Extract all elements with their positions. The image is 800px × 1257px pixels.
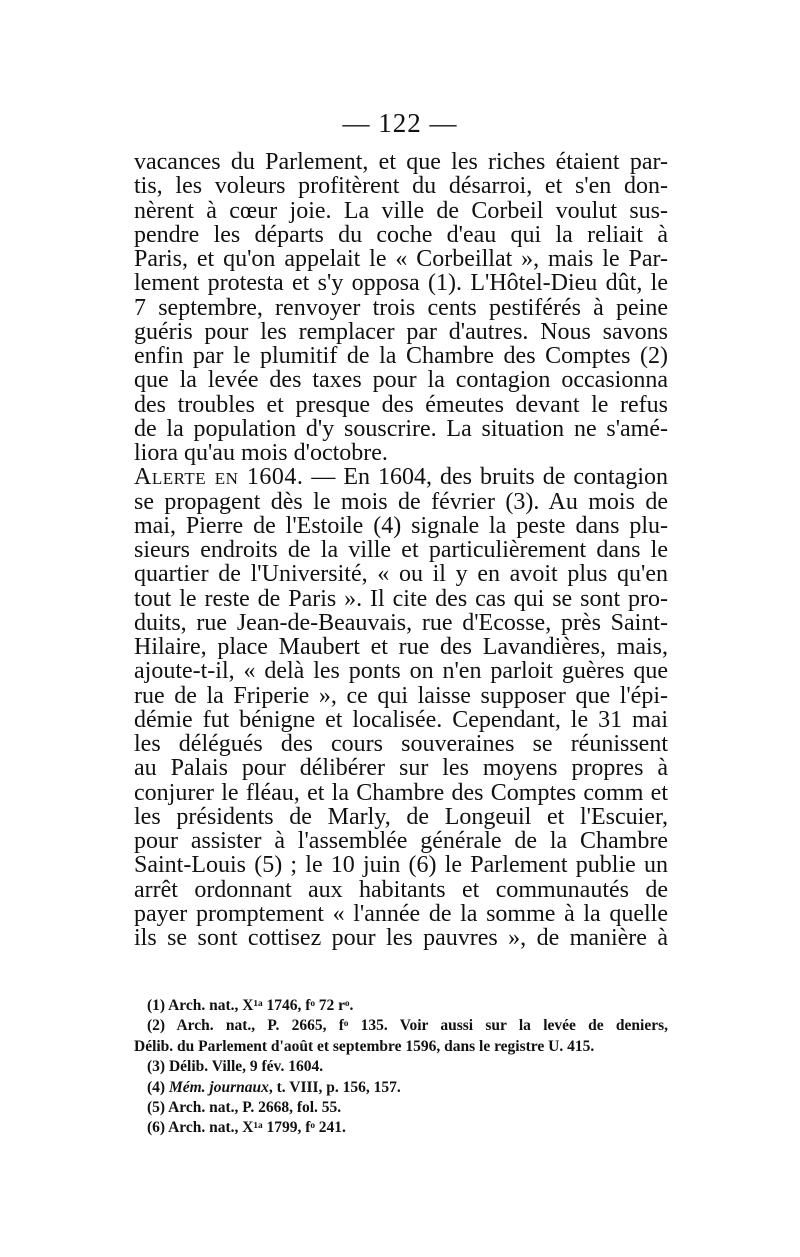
text-line: tout le reste de Paris ». Il cite des cas qui se sont pro-	[134, 585, 668, 612]
text-line-rest: — En 1604, des bruits de contagion	[303, 464, 668, 491]
body-text	[134, 150, 668, 950]
text-line: duits, rue Jean-de-Beauvais, rue d'Ecosse, près Saint-	[134, 609, 668, 636]
text-line: guéris pour les remplacer par d'autres. Nous savons	[134, 318, 668, 345]
text-line: se propagent dès le mois de février (3). Au mois de	[134, 488, 668, 515]
text-line: les délégués des cours souveraines se réunissent	[134, 731, 668, 757]
text-line: que la levée des taxes pour la contagion occasionna	[134, 367, 668, 394]
text-line: rue de la Friperie », ce qui laisse supposer que l'épi-	[134, 682, 668, 709]
text-line: tis, les voleurs profitèrent du désarroi, et s'en don-	[134, 173, 668, 200]
text-line: conjurer le fléau, et la Chambre des Comptes comm et	[134, 779, 668, 806]
text-line: pour assister à l'assemblée générale de la Chambre	[134, 828, 668, 854]
text-line: les présidents de Marly, de Longeuil et l'Escuier,	[134, 803, 668, 830]
footnote: (3) Délib. Ville, 9 fév. 1604.	[147, 1058, 324, 1076]
text-line: Hilaire, place Maubert et rue des Lavandières, mais,	[134, 634, 668, 660]
text-line: payer promptement « l'année de la somme à la quelle	[134, 900, 668, 927]
footnote: (2) Arch. nat., P. 2665, fᵒ 135. Voir aussi sur la levée de deniers,	[147, 1017, 668, 1035]
footnote: (1) Arch. nat., X¹ᵃ 1746, fᵒ 72 rᵒ.	[147, 997, 354, 1014]
text-line: démie fut bénigne et localisée. Cependant, le 31 mai	[134, 706, 668, 733]
text-line: au Palais pour délibérer sur les moyens propres à	[134, 755, 668, 782]
footnote: (6) Arch. nat., X¹ᵃ 1799, fᵒ 241.	[147, 1119, 346, 1137]
text-line: mai, Pierre de l'Estoile (4) signale la peste dans plu-	[134, 512, 668, 539]
text-line: de la population d'y souscrire. La situation ne s'amé-	[134, 415, 668, 442]
section-heading: Alerte en 1604.	[134, 464, 304, 491]
text-line: Paris, et qu'on appelait le « Corbeillat », mais le Par-	[134, 246, 668, 272]
text-line: pendre les départs du coche d'eau qui la reliait à	[134, 221, 668, 248]
text-line: arrêt ordonnant aux habitants et communautés de	[134, 876, 668, 903]
text-line: nèrent à cœur joie. La ville de Corbeil voulut sus-	[134, 197, 668, 224]
text-line: des troubles et presque des émeutes devant le refus	[134, 391, 668, 418]
text-line: ils se sont cottisez pour les pauvres », de manière à	[134, 925, 668, 951]
footnotes	[134, 996, 668, 1139]
footnote-continuation: Délib. du Parlement d'août et septembre 1596, dans le registre U. 415.	[134, 1037, 595, 1055]
footnote-title: Mém. journaux	[168, 1078, 269, 1096]
text-line: liora qu'au mois d'octobre.	[134, 440, 388, 466]
text-line: 7 septembre, renvoyer trois cents pestiférés à peine	[134, 294, 668, 321]
text-line: lement protesta et s'y opposa (1). L'Hôtel-Dieu dût, le	[134, 270, 668, 297]
text-line: Saint-Louis (5) ; le 10 juin (6) le Parlement publie un	[134, 852, 668, 879]
text-line: sieurs endroits de la ville et particulièrement dans le	[134, 537, 668, 563]
footnote: (5) Arch. nat., P. 2668, fol. 55.	[147, 1098, 342, 1116]
page-number: — 122 —	[342, 108, 458, 138]
text-line: vacances du Parlement, et que les riches étaient par-	[134, 149, 668, 175]
footnote-rest: , t. VIII, p. 156, 157.	[268, 1078, 401, 1096]
text-line: enfin par le plumitif de la Chambre des Comptes (2)	[134, 343, 668, 369]
footnote	[134, 1078, 668, 1098]
text-line: quartier de l'Université, « ou il y en avoit plus qu'en	[134, 561, 668, 588]
section-heading-line	[134, 465, 668, 489]
text-line: ajoute-t-il, « delà les ponts on n'en parloit guères que	[134, 658, 668, 685]
footnote-number: (4)	[147, 1078, 169, 1096]
